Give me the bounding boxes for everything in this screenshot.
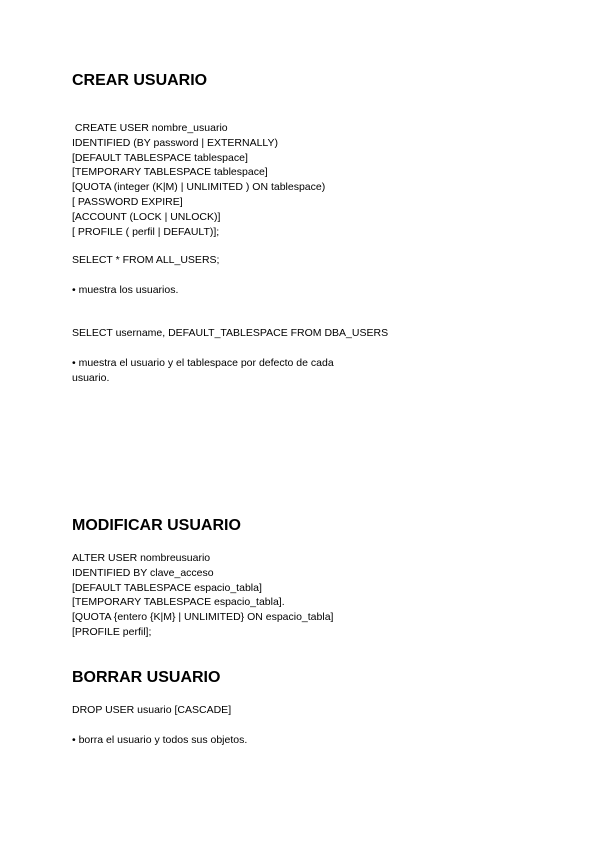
syntax-line: IDENTIFIED BY clave_acceso bbox=[72, 566, 214, 579]
section-title-borrar-usuario: BORRAR USUARIO bbox=[72, 669, 221, 686]
syntax-line: CREATE USER nombre_usuario bbox=[72, 122, 228, 134]
create-user-syntax bbox=[72, 121, 325, 239]
section-title-crear-usuario: CREAR USUARIO bbox=[72, 72, 208, 89]
select-all-users-query: SELECT * FROM ALL_USERS; bbox=[72, 254, 220, 266]
select-dba-users-query: SELECT username, DEFAULT_TABLESPACE FROM DBA_USERS bbox=[72, 327, 389, 339]
note-line: • muestra el usuario y el tablespace por defecto de cada bbox=[72, 357, 334, 369]
syntax-line: [ACCOUNT (LOCK | UNLOCK)] bbox=[72, 210, 221, 223]
syntax-line: [DEFAULT TABLESPACE tablespace] bbox=[72, 151, 248, 164]
syntax-line: [QUOTA (integer (K|M) | UNLIMITED ) ON tablespace) bbox=[72, 181, 326, 194]
select-all-users-note: • muestra los usuarios. bbox=[72, 284, 179, 296]
drop-user-note: • borra el usuario y todos sus objetos. bbox=[72, 734, 248, 746]
select-dba-users-note bbox=[72, 356, 334, 386]
syntax-line: [ PASSWORD EXPIRE] bbox=[72, 195, 183, 208]
syntax-line: [QUOTA {entero {K|M} | UNLIMITED} ON espacio_tabla] bbox=[72, 611, 334, 624]
section-title-modificar-usuario: MODIFICAR USUARIO bbox=[72, 517, 241, 534]
syntax-line: [ PROFILE ( perfil | DEFAULT)]; bbox=[72, 225, 220, 238]
drop-user-syntax: DROP USER usuario [CASCADE] bbox=[72, 704, 232, 716]
syntax-line: IDENTIFIED (BY password | EXTERNALLY) bbox=[72, 136, 278, 149]
syntax-line: ALTER USER nombreusuario bbox=[72, 552, 211, 564]
note-line: usuario. bbox=[72, 371, 110, 384]
syntax-line: [PROFILE perfil]; bbox=[72, 625, 152, 638]
alter-user-syntax bbox=[72, 551, 333, 640]
syntax-line: [DEFAULT TABLESPACE espacio_tabla] bbox=[72, 581, 262, 594]
syntax-line: [TEMPORARY TABLESPACE tablespace] bbox=[72, 166, 268, 179]
syntax-line: [TEMPORARY TABLESPACE espacio_tabla]. bbox=[72, 596, 285, 609]
